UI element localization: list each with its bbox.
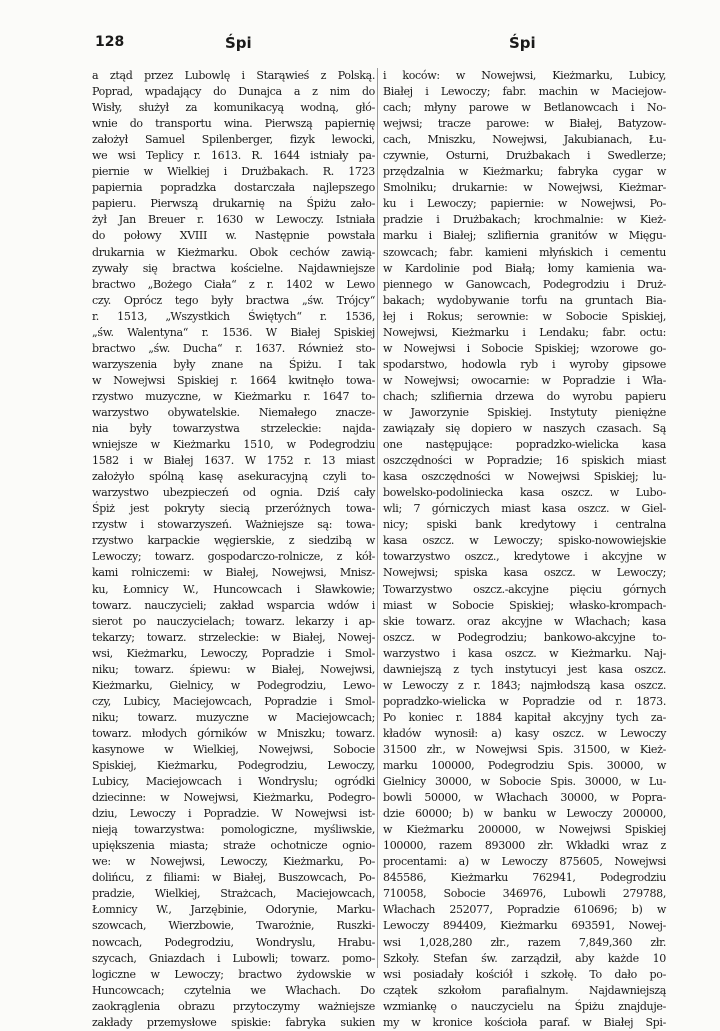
text-line: kasynowe w Wielkiej, Nowejwsi, Sobocie xyxy=(92,742,375,756)
text-line: w Nowejwsi i Sobocie Spiskiej; wzorowe go- xyxy=(383,341,666,355)
text-line: Po koniec r. 1884 kapitał akcyjny tych za- xyxy=(383,710,666,724)
text-line: zaokrąglenia obrazu przytoczymy ważniejsze xyxy=(92,999,375,1013)
text-line: „św. Walentyna“ r. 1536. W Białej Spiskiej xyxy=(92,325,375,339)
page-header xyxy=(95,34,655,56)
text-line: dawniejszą z tych instytucyi jest kasa oszcz. xyxy=(383,662,666,676)
left-text-column xyxy=(92,68,375,1029)
text-line: logiczne w Lewoczy; bractwo żydowskie w xyxy=(92,967,375,981)
text-line: szowcach; fabr. kamieni młyńskich i cementu xyxy=(383,245,666,259)
text-line: papieru. Pierwszą drukarnię na Śpiżu zało- xyxy=(92,197,375,211)
text-line: Nowejwsi; spiska kasa oszcz. w Lewoczy; xyxy=(383,566,666,580)
text-line: wnie do transportu wina. Pierwszą papiernię xyxy=(92,117,375,131)
text-line: my w kronice kościoła paraf. w Białej Spi- xyxy=(383,1015,666,1029)
text-line: chach; szlifiernia drzewa do wyrobu papieru xyxy=(383,389,666,403)
text-line: w Kardolinie pod Białą; łomy kamienia wa- xyxy=(383,261,666,275)
text-line: Towarzystwo oszcz.-akcyjne pięciu górnych xyxy=(383,582,666,596)
text-line: dziu, Lewoczy i Popradzie. W Nowejwsi ist- xyxy=(92,807,375,821)
running-title-right: Śpi xyxy=(509,34,536,52)
text-line: rzystw i stowarzyszeń. Ważniejsze są: towa- xyxy=(92,518,375,532)
text-line: upiększenia miasta; straże ochotnicze ognio- xyxy=(92,839,375,853)
text-line: warzyszenia były znane na Śpiżu. I tak xyxy=(92,357,375,371)
text-line: rzystwo muzyczne, w Kieżmarku r. 1647 to- xyxy=(92,389,375,403)
text-line: piernie w Wielkiej i Drużbakach. R. 1723 xyxy=(92,165,375,179)
text-line: marku i Białej; szlifiernia granitów w Mięgu- xyxy=(383,229,666,243)
text-line: Wisły, służył za komunikacyą wodną, głó- xyxy=(92,101,375,115)
text-line: oszczędności w Popradzie; 16 spiskich miast xyxy=(383,454,666,468)
text-line: r. 1513, „Wszystkich Świętych“ r. 1536, xyxy=(92,309,375,323)
text-line: spodarstwo, hodowla ryb i wyroby gipsowe xyxy=(383,357,666,371)
text-line: oszcz. w Podegrodziu; bankowo-akcyjne to- xyxy=(383,630,666,644)
text-line: w Lewoczy z r. 1843; najmłodszą kasa oszcz. xyxy=(383,678,666,692)
text-line: kami rolniczemi: w Białej, Nowejwsi, Mnisz- xyxy=(92,566,375,580)
text-line: szowcach, Wierzbowie, Twarożnie, Ruszki- xyxy=(92,919,375,933)
page-number: 128 xyxy=(95,34,125,50)
text-line: bowelsko-podoliniecka kasa oszcz. w Lubo- xyxy=(383,486,666,500)
text-line: 710058, Sobocie 346976, Lubowli 279788, xyxy=(383,887,666,901)
text-line: w Jaworzynie Spiskiej. Instytuty pieniężne xyxy=(383,405,666,419)
text-line: bractwo „Bożego Ciała“ z r. 1402 w Lewo xyxy=(92,277,375,291)
text-line: wsi posiadały kościół i szkołę. To dało po- xyxy=(383,967,666,981)
text-line: warzystwo ubezpieczeń od ognia. Dziś cały xyxy=(92,486,375,500)
text-line: wsi 1,028,280 złr., razem 7,849,360 złr. xyxy=(383,935,666,949)
text-line: piennego w Ganowcach, Podegrodziu i Druż- xyxy=(383,277,666,291)
text-line: cach, Mniszku, Nowejwsi, Jakubianach, Łu- xyxy=(383,133,666,147)
text-line: nicy; spiski bank kredytowy i centralna xyxy=(383,518,666,532)
text-line: Gielnicy 30000, w Sobocie Spis. 30000, w Lu- xyxy=(383,775,666,789)
text-line: niku; towarz. muzyczne w Maciejowcach; xyxy=(92,710,375,724)
right-text-column xyxy=(383,68,666,1029)
text-line: bowli 50000, w Włachach 30000, w Popra- xyxy=(383,791,666,805)
text-line: towarzystwo oszcz., kredytowe i akcyjne w xyxy=(383,550,666,564)
text-line: dziecinne: w Nowejwsi, Kieżmarku, Podegro- xyxy=(92,791,375,805)
text-line: pradzie, Wielkiej, Strażcach, Maciejowcach, xyxy=(92,887,375,901)
column-divider xyxy=(377,68,378,968)
text-line: rzystwo karpackie węgierskie, z siedzibą w xyxy=(92,534,375,548)
text-line: zakłady przemysłowe spiskie: fabryka sukien xyxy=(92,1015,375,1029)
text-line: ku, Łomnicy W., Huncowcach i Sławkowie; xyxy=(92,582,375,596)
text-line: 31500 złr., w Nowejwsi Spis. 31500, w Kież- xyxy=(383,742,666,756)
text-line: kasa oszczędności w Nowejwsi Spiskiej; lu- xyxy=(383,470,666,484)
text-line: Szkoły. Stefan św. zarządził, aby każde 10 xyxy=(383,951,666,965)
text-line: we: w Nowejwsi, Lewoczy, Kieżmarku, Po- xyxy=(92,855,375,869)
text-line: 845586, Kieżmarku 762941, Podegrodziu xyxy=(383,871,666,885)
text-line: łej i Rokus; serownie: w Sobocie Spiskiej, xyxy=(383,309,666,323)
running-title-left: Śpi xyxy=(225,34,252,52)
text-line: wniejsze w Kieżmarku 1510, w Podegrodziu xyxy=(92,438,375,452)
text-line: tekarzy; towarz. strzeleckie: w Białej, Nowej- xyxy=(92,630,375,644)
text-line: Białej i Lewoczy; fabr. machin w Maciejow- xyxy=(383,85,666,99)
text-line: Włachach 252077, Popradzie 610696; b) w xyxy=(383,903,666,917)
text-line: papiernia popradzka dostarczała najlepszego xyxy=(92,181,375,195)
text-line: niku; towarz. śpiewu: w Białej, Nowejwsi, xyxy=(92,662,375,676)
text-line: w Nowejwsi; owocarnie: w Popradzie i Wła- xyxy=(383,373,666,387)
text-line: czy, Lubicy, Maciejowcach, Popradzie i Smol- xyxy=(92,694,375,708)
text-line: i koców: w Nowejwsi, Kieżmarku, Lubicy, xyxy=(383,69,666,82)
text-line: kładów wynosił: a) kasy oszcz. w Lewoczy xyxy=(383,726,666,740)
text-line: towarz. nauczycieli; zakład wsparcia wdów i xyxy=(92,598,375,612)
text-line: szycach, Gniazdach i Lubowli; towarz. pomo- xyxy=(92,951,375,965)
text-line: kasa oszcz. w Lewoczy; spisko-nowowiejskie xyxy=(383,534,666,548)
text-line: czy. Oprócz tego były bractwa „św. Trójcy“ xyxy=(92,293,375,307)
text-line: założyło spólną kasę asekuracyjną czyli to- xyxy=(92,470,375,484)
text-line: wejwsi; tracze parowe: w Białej, Batyzow- xyxy=(383,117,666,131)
text-line: wsi, Kieżmarku, Lewoczy, Popradzie i Smol- xyxy=(92,646,375,660)
text-line: warzystwo i kasa oszcz. w Kieżmarku. Naj- xyxy=(383,646,666,660)
text-line: Lewoczy; towarz. gospodarczo-rolnicze, z kół- xyxy=(92,550,375,564)
text-line: Lubicy, Maciejowcach i Wondryslu; ogródki xyxy=(92,775,375,789)
text-line: drukarnia w Kieżmarku. Obok cechów zawią- xyxy=(92,245,375,259)
text-line: przędzalnia w Kieżmarku; fabryka cygar w xyxy=(383,165,666,179)
text-line: Łomnicy W., Jarzębinie, Odorynie, Marku- xyxy=(92,903,375,917)
text-line: czątek szkołom parafialnym. Najdawniejszą xyxy=(383,983,666,997)
text-line: wzmiankę o nauczycielu na Śpiżu znajduje- xyxy=(383,999,666,1013)
text-line: sierot po nauczycielach; towarz. lekarzy i ap- xyxy=(92,614,375,628)
text-line: Smolniku; drukarnie: w Nowejwsi, Kieżmar- xyxy=(383,181,666,195)
text-line: zywały się bractwa kościelne. Najdawniejsze xyxy=(92,261,375,275)
text-line: skie towarz. oraz akcyjne w Włachach; kasa xyxy=(383,614,666,628)
text-line: we wsi Teplicy r. 1613. R. 1644 istniały pa- xyxy=(92,149,375,163)
text-line: dzie 60000; b) w banku w Lewoczy 200000, xyxy=(383,807,666,821)
text-line: do połowy XVIII w. Następnie powstała xyxy=(92,229,375,243)
text-line: Spiskiej, Kieżmarku, Podegrodziu, Lewoczy, xyxy=(92,759,375,773)
text-line: zawiązały się dopiero w naszych czasach. Są xyxy=(383,422,666,436)
text-line: a ztąd przez Lubowlę i Starąwieś z Polską. xyxy=(92,69,375,82)
text-line: żył Jan Breuer r. 1630 w Lewoczy. Istniała xyxy=(92,213,375,227)
text-line: Kieżmarku, Gielnicy, w Podegrodziu, Lewo- xyxy=(92,678,375,692)
text-line: bractwo „św. Ducha“ r. 1637. Również sto- xyxy=(92,341,375,355)
text-line: nia były towarzystwa strzeleckie: najda- xyxy=(92,422,375,436)
text-line: Huncowcach; czytelnia we Włachach. Do xyxy=(92,983,375,997)
text-line: warzystwo obywatelskie. Niemałego znacze- xyxy=(92,405,375,419)
text-line: w Nowejwsi Spiskiej r. 1664 kwitnęło towa- xyxy=(92,373,375,387)
text-line: pradzie i Drużbakach; krochmalnie: w Kież- xyxy=(383,213,666,227)
text-line: założył Samuel Spilenberger, fizyk lewocki, xyxy=(92,133,375,147)
text-line: marku 100000, Podegrodziu Spis. 30000, w xyxy=(383,759,666,773)
text-line: 1582 i w Białej 1637. W 1752 r. 13 miast xyxy=(92,454,375,468)
text-line: czywnie, Osturni, Drużbakach i Swedlerze; xyxy=(383,149,666,163)
text-line: w Kieżmarku 200000, w Nowejwsi Spiskiej xyxy=(383,823,666,837)
text-line: nowcach, Podegrodziu, Wondryslu, Hrabu- xyxy=(92,935,375,949)
text-line: Lewoczy 894409, Kieżmarku 693591, Noweј- xyxy=(383,919,666,933)
text-line: nieją towarzystwa: pomologiczne, myśliwskie, xyxy=(92,823,375,837)
text-line: towarz. młodych górników w Mniszku; towarz. xyxy=(92,726,375,740)
text-line: 100000, razem 893000 złr. Wkładki wraz z xyxy=(383,839,666,853)
text-line: miast w Sobocie Spiskiej; własko-krompach- xyxy=(383,598,666,612)
text-line: bakach; wydobywanie torfu na gruntach Bia- xyxy=(383,293,666,307)
text-line: one następujące: popradzko-wielicka kasa xyxy=(383,438,666,452)
text-line: ku i Lewoczy; papiernie: w Nowejwsi, Po- xyxy=(383,197,666,211)
text-line: Poprad, wpadający do Dunajca a z nim do xyxy=(92,85,375,99)
text-line: dolińcu, z filiami: w Białej, Buszowcach, Po- xyxy=(92,871,375,885)
text-line: procentami: a) w Lewoczy 875605, Nowejwsi xyxy=(383,855,666,869)
text-line: wli; 7 górniczych miast kasa oszcz. w Giel- xyxy=(383,502,666,516)
text-line: Śpiż jest pokryty siecią przeróżnych towa- xyxy=(92,502,375,516)
text-line: popradzko-wielicka w Popradzie od r. 1873. xyxy=(383,694,666,708)
text-line: Nowejwsi, Kieżmarku i Lendaku; fabr. octu: xyxy=(383,325,666,339)
text-line: cach; młyny parowe w Betlanowcach i No- xyxy=(383,101,666,115)
